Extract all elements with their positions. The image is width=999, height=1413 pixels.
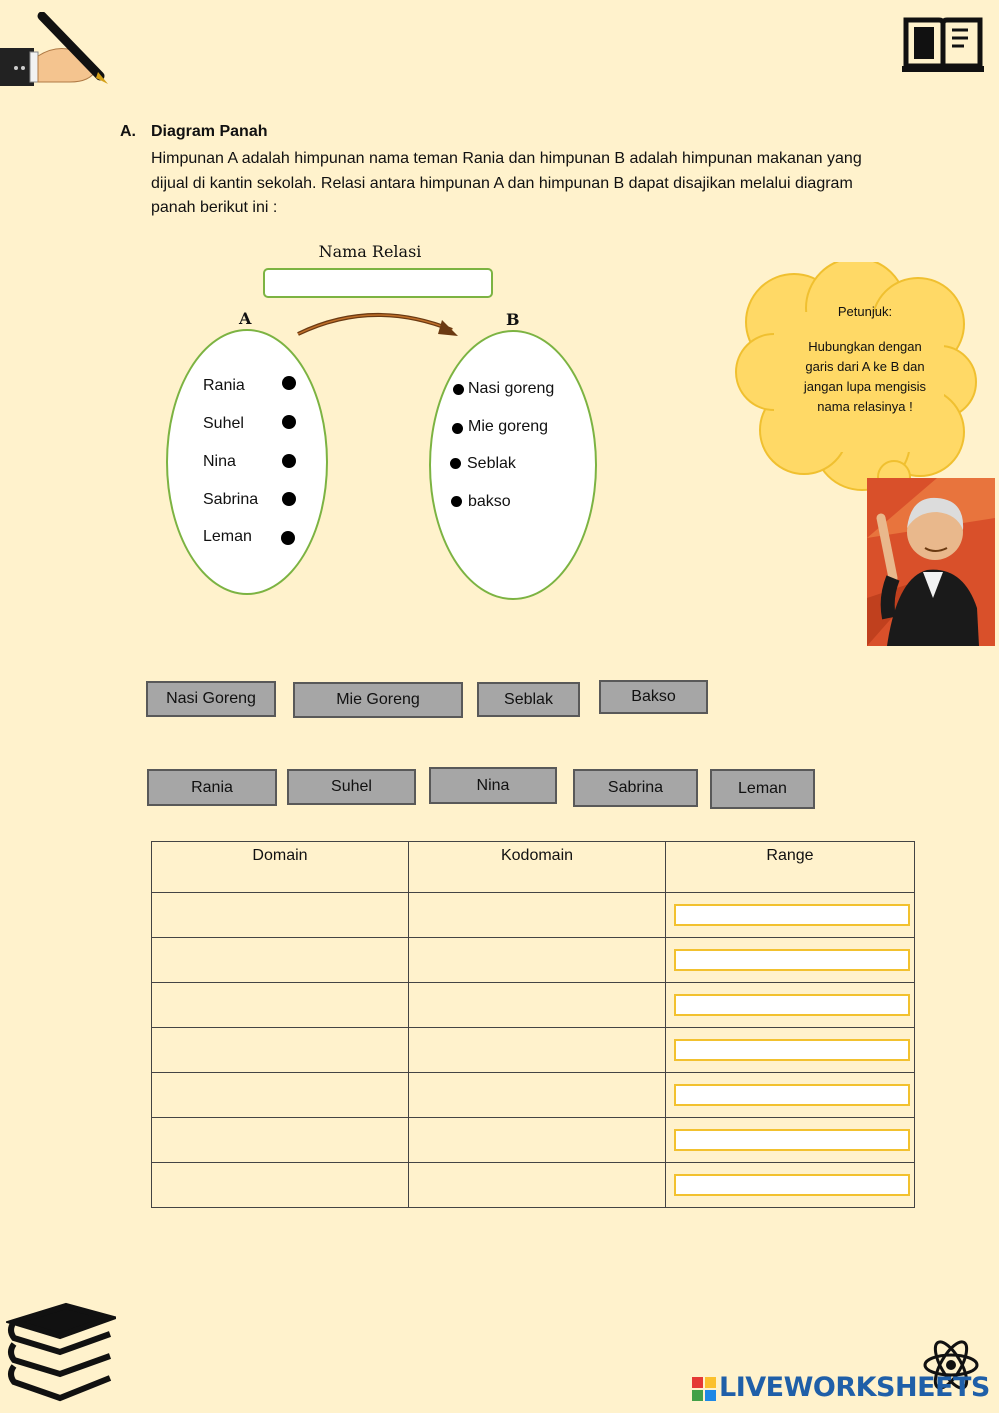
range-input[interactable] — [674, 1084, 910, 1106]
kodomain-cell[interactable] — [409, 1073, 666, 1118]
set-a-dot[interactable] — [282, 415, 296, 429]
hint-title: Petunjuk: — [837, 304, 893, 319]
name-chip[interactable]: Leman — [710, 769, 815, 809]
range-cell — [666, 1073, 915, 1118]
range-cell — [666, 1028, 915, 1073]
liveworksheets-logo-icon — [692, 1377, 716, 1401]
kodomain-cell[interactable] — [409, 1028, 666, 1073]
relation-name-input[interactable] — [263, 268, 493, 298]
name-chip[interactable]: Nina — [429, 767, 557, 804]
table-row — [152, 1028, 915, 1073]
hint-line: jangan lupa mengisis — [803, 379, 927, 394]
set-b-item: Nasi goreng — [468, 380, 555, 397]
range-cell — [666, 983, 915, 1028]
range-cell — [666, 1118, 915, 1163]
food-chip[interactable]: Seblak — [477, 682, 580, 717]
header-domain: Domain — [152, 842, 409, 893]
set-a-item: Nina — [203, 453, 236, 470]
hint-line: nama relasinya ! — [817, 399, 913, 414]
set-a-item: Suhel — [203, 415, 244, 432]
kodomain-cell[interactable] — [409, 983, 666, 1028]
domain-cell[interactable] — [152, 938, 409, 983]
relation-table — [151, 841, 915, 1208]
table-row — [152, 893, 915, 938]
range-input[interactable] — [674, 904, 910, 926]
set-a-oval — [166, 329, 328, 595]
domain-cell[interactable] — [152, 983, 409, 1028]
domain-cell[interactable] — [152, 1028, 409, 1073]
set-a-dot[interactable] — [282, 454, 296, 468]
range-cell — [666, 1163, 915, 1208]
kodomain-cell[interactable] — [409, 938, 666, 983]
kodomain-cell[interactable] — [409, 1118, 666, 1163]
set-a-dot[interactable] — [282, 376, 296, 390]
set-b-dot[interactable] — [453, 384, 464, 395]
table-row — [152, 938, 915, 983]
name-chip[interactable]: Suhel — [287, 769, 416, 805]
domain-cell[interactable] — [152, 1118, 409, 1163]
domain-cell[interactable] — [152, 1073, 409, 1118]
section-number: A. — [120, 123, 136, 140]
table-row — [152, 1163, 915, 1208]
relation-name-label: Nama Relasi — [318, 242, 422, 261]
set-a-item: Sabrina — [203, 491, 259, 508]
books-stack-icon — [6, 1302, 116, 1404]
table-row — [152, 1118, 915, 1163]
set-a-item: Rania — [203, 377, 245, 394]
book-icon — [902, 14, 984, 74]
range-input[interactable] — [674, 1039, 910, 1061]
food-chip[interactable]: Bakso — [599, 680, 708, 714]
range-cell — [666, 938, 915, 983]
intro-paragraph: Himpunan A adalah himpunan nama teman Rania dan himpunan B adalah himpunan makanan yang dijual di kantin sekolah. Relasi antara himpunan A dan himpunan B dapat disajikan melalui diagram panah berikut ini : — [151, 150, 862, 216]
range-input[interactable] — [674, 1174, 910, 1196]
food-chip[interactable]: Mie Goreng — [293, 682, 463, 718]
name-chip[interactable]: Sabrina — [573, 769, 698, 807]
name-chip[interactable]: Rania — [147, 769, 277, 806]
range-input[interactable] — [674, 1129, 910, 1151]
brand-watermark[interactable]: LIVEWORKSHEETS — [719, 1372, 990, 1403]
set-b-item: Seblak — [467, 455, 516, 472]
teacher-illustration — [867, 478, 995, 646]
hint-text — [785, 337, 945, 417]
set-b-dot[interactable] — [452, 423, 463, 434]
domain-cell[interactable] — [152, 1163, 409, 1208]
relation-arrow-icon — [292, 306, 464, 340]
set-b-dot[interactable] — [450, 458, 461, 469]
hint-line: garis dari A ke B dan — [805, 359, 925, 374]
table-header-row — [152, 842, 915, 893]
set-a-label: A — [239, 309, 252, 328]
set-b-item: bakso — [468, 493, 511, 510]
set-a-item: Leman — [203, 528, 252, 545]
set-a-dot[interactable] — [282, 492, 296, 506]
kodomain-cell[interactable] — [409, 1163, 666, 1208]
header-kodomain: Kodomain — [409, 842, 666, 893]
range-input[interactable] — [674, 994, 910, 1016]
food-chip[interactable]: Nasi Goreng — [146, 681, 276, 717]
pen-hand-icon — [0, 12, 112, 86]
range-input[interactable] — [674, 949, 910, 971]
section-title: Diagram Panah — [151, 123, 268, 140]
kodomain-cell[interactable] — [409, 893, 666, 938]
range-cell — [666, 893, 915, 938]
set-b-label: B — [506, 310, 520, 329]
table-row — [152, 1073, 915, 1118]
set-a-dot[interactable] — [281, 531, 295, 545]
table-row — [152, 983, 915, 1028]
header-range: Range — [666, 842, 915, 893]
set-b-dot[interactable] — [451, 496, 462, 507]
hint-line: Hubungkan dengan — [808, 339, 922, 354]
domain-cell[interactable] — [152, 893, 409, 938]
set-b-item: Mie goreng — [468, 418, 549, 435]
